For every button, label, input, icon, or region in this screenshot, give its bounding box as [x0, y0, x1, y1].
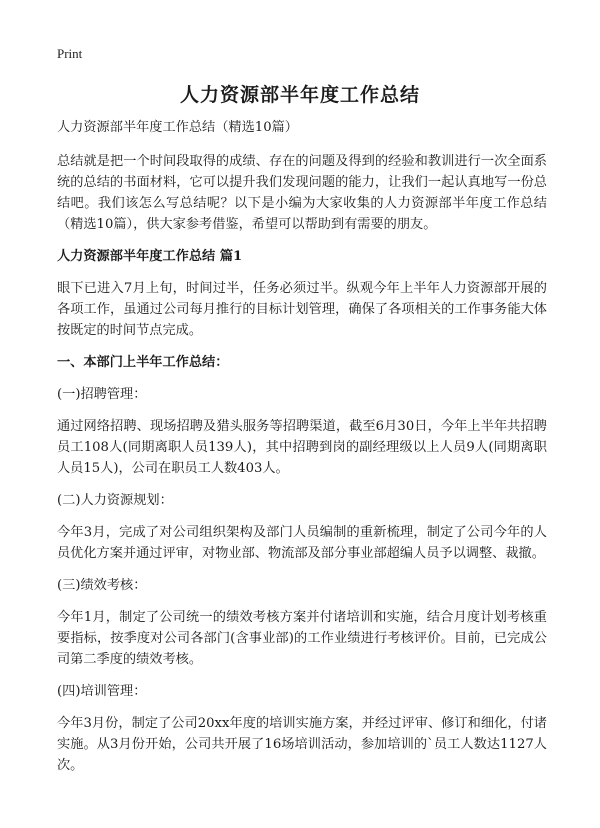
recruitment-heading: (一)招聘管理：	[57, 387, 147, 402]
training-heading: (四)培训管理：	[57, 684, 147, 699]
training-paragraph: 今年3月份，制定了公司20xx年度的培训实施方案，并经过评审、修订和细化，付诸实施。从3月份开始，公司共开展了16场培训活动，参加培训的`员工人数达1127人次。	[57, 716, 547, 773]
part-heading: 一、本部门上半年工作总结：	[57, 355, 229, 370]
performance-paragraph: 今年1月，制定了公司统一的绩效考核方案并付诸培训和实施，结合月度计划考核重要指标，按季度对公司各部门(含事业部)的工作业绩进行考核评价。目前，已完成公司第二季度的绩效考核。	[57, 610, 547, 667]
document-title: 人力资源部半年度工作总结	[179, 84, 420, 106]
intro-paragraph: 总结就是把一个时间段取得的成绩、存在的问题及得到的经验和教训进行一次全面系统的总结的书面材料，它可以提升我们发现问题的能力，让我们一起认真地写一份总结吧。我们该怎么写总结呢？以下是小编为大家收集的人力资源部半年度工作总结（精选10篇），供大家参考借鉴，希望可以帮助到有需要的朋友。	[57, 154, 547, 232]
document-subtitle: 人力资源部半年度工作总结（精选10篇）	[57, 120, 298, 135]
hr-planning-heading: (二)人力资源规划：	[57, 493, 173, 508]
recruitment-paragraph: 通过网络招聘、现场招聘及猎头服务等招聘渠道，截至6月30日，今年上半年共招聘员工108人(同期离职人员139人)，其中招聘到岗的副经理级以上人员9人(同期离职人员15人)，公司在职员工人数403人。	[57, 419, 547, 476]
section-title: 人力资源部半年度工作总结 篇1	[57, 249, 243, 264]
document-body	[57, 117, 547, 787]
hr-planning-paragraph: 今年3月，完成了对公司组织架构及部门人员编制的重新梳理，制定了公司今年的人员优化方案并通过评审，对物业部、物流部及部分事业部超编人员予以调整、裁撤。	[57, 525, 547, 561]
performance-heading: (三)绩效考核：	[57, 578, 147, 593]
print-link[interactable]: Print	[57, 46, 83, 61]
section-intro-paragraph: 眼下已进入7月上旬，时间过半，任务必须过半。纵观今年上半年人力资源部开展的各项工作，虽通过公司每月推行的目标计划管理，确保了各项相关的工作事务能大体按既定的时间节点完成。	[57, 281, 547, 338]
